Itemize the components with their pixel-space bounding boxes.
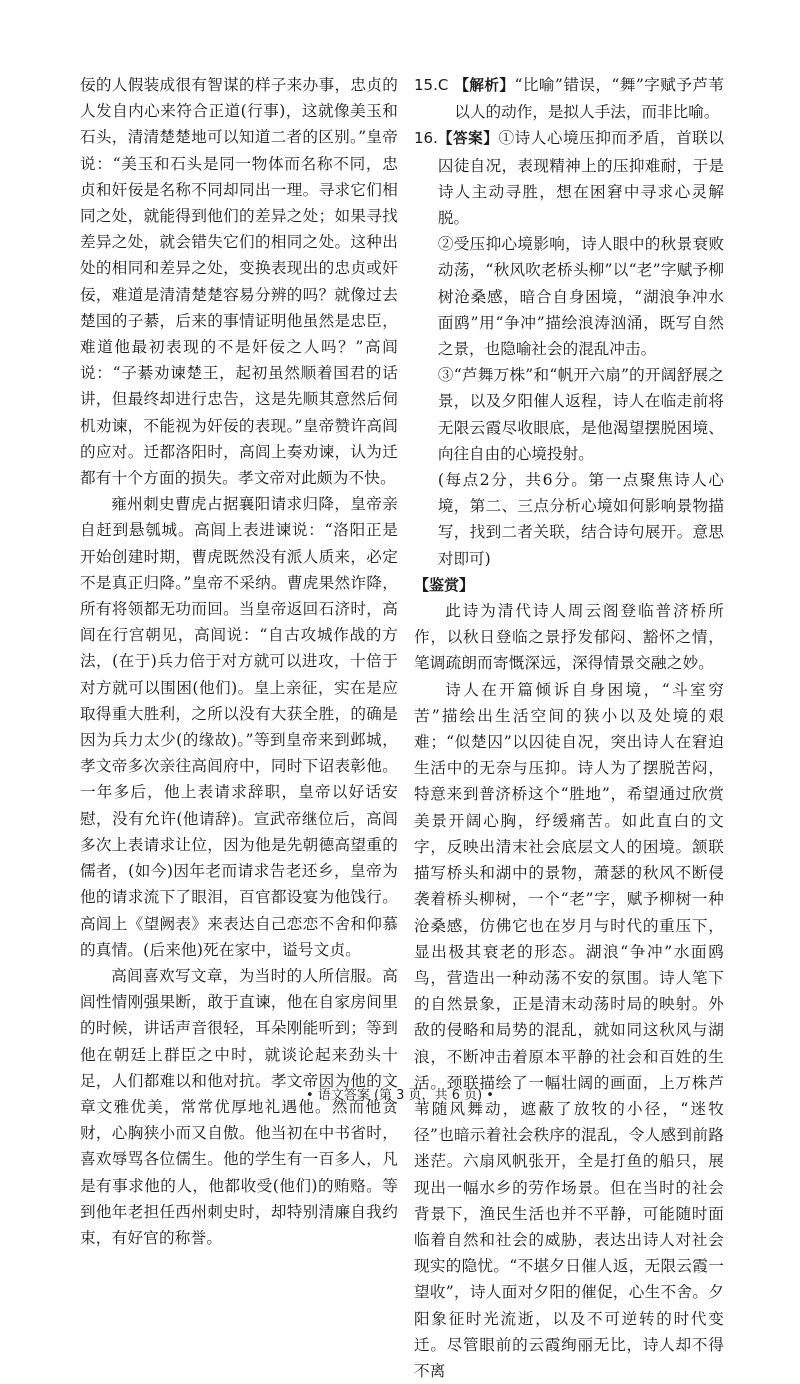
left-column xyxy=(80,72,398,1251)
question-15-analysis-tag: 【解析】 xyxy=(454,77,515,94)
appreciation-heading: 【鉴赏】 xyxy=(414,575,475,594)
question-15 xyxy=(414,72,724,125)
page-footer: • 语文答案 (第 3 页，共 6 页) • xyxy=(306,1088,494,1103)
question-16-point-1: ①诗人心境压抑而矛盾，首联以囚徒自况，表现精神上的压抑难耐，于是诗人主动寻胜，想在困窘中寻求心灵解脱。 xyxy=(437,129,724,228)
left-paragraph-1: 佞的人假装成很有智谋的样子来办事，忠贞的人发自内心来符合正道(行事)，这就像美玉和石头，清清楚楚地可以知道二者的区别。”皇帝说：“美玉和石头是同一物体而名称不同，忠贞和奸佞是名称不同却同出一理。寻求它们相同之处，就能得到他们的差异之处；如果寻找差异之处，就会错失它们的相同之处。这种出处的相同和差异之处，变换表现出的忠贞或奸佞，难道是清清楚楚容易分辨的吗？就像过去楚国的子綦，后来的事情证明他虽然是忠臣，难道他最初表现的不是奸佞之人吗？”高闾说：“子綦劝谏楚王，起初虽然顺着国君的话讲，但最终却进行忠告，这是先顺其意然后伺机劝谏，不能视为奸佞的表现。”皇帝赞许高闾的应对。迁都洛阳时，高闾上奏劝谏，认为迁都有十个方面的损失。孝文帝对此颇为不快。 xyxy=(80,76,398,488)
question-16 xyxy=(414,125,724,571)
right-column xyxy=(414,72,724,1384)
question-16-point-2: ②受压抑心境影响，诗人眼中的秋景衰败动荡，“秋风吹老桥头柳”以“老”字赋予柳树沧桑感，暗合自身困境，“湖浪争冲水面鸥”用“争冲”描绘浪涛汹涌，既写自然之景，也隐喻社会的混乱冲击。 xyxy=(437,235,724,359)
question-16-point-3: ③“芦舞万株”和“帆开六扇”的开阔舒展之景，以及夕阳催人返程，诗人在临走前将无限云霞尽收眼底，是他渴望摆脱困境、向往自由的心境投射。 xyxy=(437,366,724,463)
appreciation-paragraph-1: 此诗为清代诗人周云阁登临普济桥所作，以秋日登临之景抒发郁闷、豁怀之情，笔调疏朗而寄慨深远，深得情景交融之妙。 xyxy=(414,602,724,673)
question-15-analysis-text: “比喻”错误，“舞”字赋予芦苇以人的动作，是拟人手法，而非比喻。 xyxy=(454,76,724,122)
left-paragraph-3: 高闾喜欢写文章，为当时的人所信服。高闾性情刚强果断，敢于直谏，他在自家房间里的时候，讲话声音很轻，耳朵刚能听到；等到他在朝廷上群臣之中时，就谈论起来劲头十足，人们都难以和他对抗。孝文帝因为他的文章文雅优美，常常优厚地礼遇他。然而他贪财，心胸狭小而又自傲。他当初在中书省时，喜欢辱骂各位儒生。他的学生有一百多人，凡是有事求他的人，他都收受(他们)的贿赂。等到他年老担任西州刺史时，却特别清廉自我约束，有好官的称誉。 xyxy=(80,966,398,1247)
question-15-number: 15.C xyxy=(414,76,449,94)
question-16-number: 16. xyxy=(414,129,438,148)
left-paragraph-2: 雍州刺史曹虎占据襄阳请求归降，皇帝亲自赶到悬瓠城。高闾上表进谏说：“洛阳正是开始创建时期，曹虎既然没有派人质来，必定不是真正归降。”皇帝不采纳。曹虎果然诈降，所有将领都无功而回。当皇帝返回石济时，高闾在行宫朝见，高闾说：“自古攻城作战的方法，(在于)兵力倍于对方就可以进攻，十倍于对方就可以围困(他们)。皇上亲征，实在是应取得重大胜利，之所以没有大获全胜，的确是因为兵力太少(的缘故)。”等到皇帝来到邺城，孝文帝多次亲往高闾府中，同时下诏表彰他。一年多后，他上表请求辞职，皇帝以好话安慰，没有允许(他请辞)。宣武帝继位后，高闾多次上表请求让位，因为他是先朝德高望重的儒者，(如今)因年老而请求告老还乡，皇帝为他的请求流下了眼泪，百官都设宴为他饯行。高闾上《望阙表》来表达自己恋恋不舍和仰慕的真情。(后来他)死在家中，谥号文贞。 xyxy=(80,495,398,959)
appreciation-paragraph-2: 诗人在开篇倾诉自身困境，“斗室穷苦”描绘出生活空间的狭小以及处境的艰难；“似楚囚”以囚徒自况，突出诗人在窘迫生活中的无奈与压抑。诗人为了摆脱苦闷，特意来到普济桥这个“胜地”，希望通过欣赏美景开阔心胸，纾缓痛苦。如此直白的文字，反映出清末社会底层文人的困境。颔联描写桥头和湖中的景物，萧瑟的秋风不断侵袭着桥头柳树，一个“老”字，赋予柳树一种沧桑感，仿佛它也在岁月与时代的重压下，显出极其衰老的形态。湖浪“争冲”水面鸥鸟，营造出一种动荡不安的氛围。诗人笔下的自然景象，正是清末动荡时局的映射。外敌的侵略和局势的混乱，就如同这秋风与湖浪，不断冲击着原本平静的社会和百姓的生活。颈联描绘了一幅壮阔的画面，上万株芦苇随风舞动，遮蔽了放牧的小径，“迷牧径”也暗示着社会秩序的混乱，令人感到前路迷茫。六扇风帆张开，全是打鱼的船只，展现出一幅水乡的劳作场景。但在当时的社会背景下，渔民生活也并不平静，可能随时面临着自然和社会的威胁，表达出诗人对社会现实的隐忧。“不堪夕日催人返，无限云霞一望收”，诗人面对夕阳的催促，心生不舍。夕阳象征时光流逝，以及不可逆转的时代变迁。尽管眼前的云霞绚丽无比，诗人却不得不离 xyxy=(414,680,724,1380)
question-16-scoring-note: (每点2分，共6分。第一点聚焦诗人心境，第二、三点分析心境如何影响景物描写，找到二者关联，结合诗句展开。意思对即可) xyxy=(437,471,724,568)
question-16-answer-tag: 【答案】 xyxy=(437,130,499,148)
